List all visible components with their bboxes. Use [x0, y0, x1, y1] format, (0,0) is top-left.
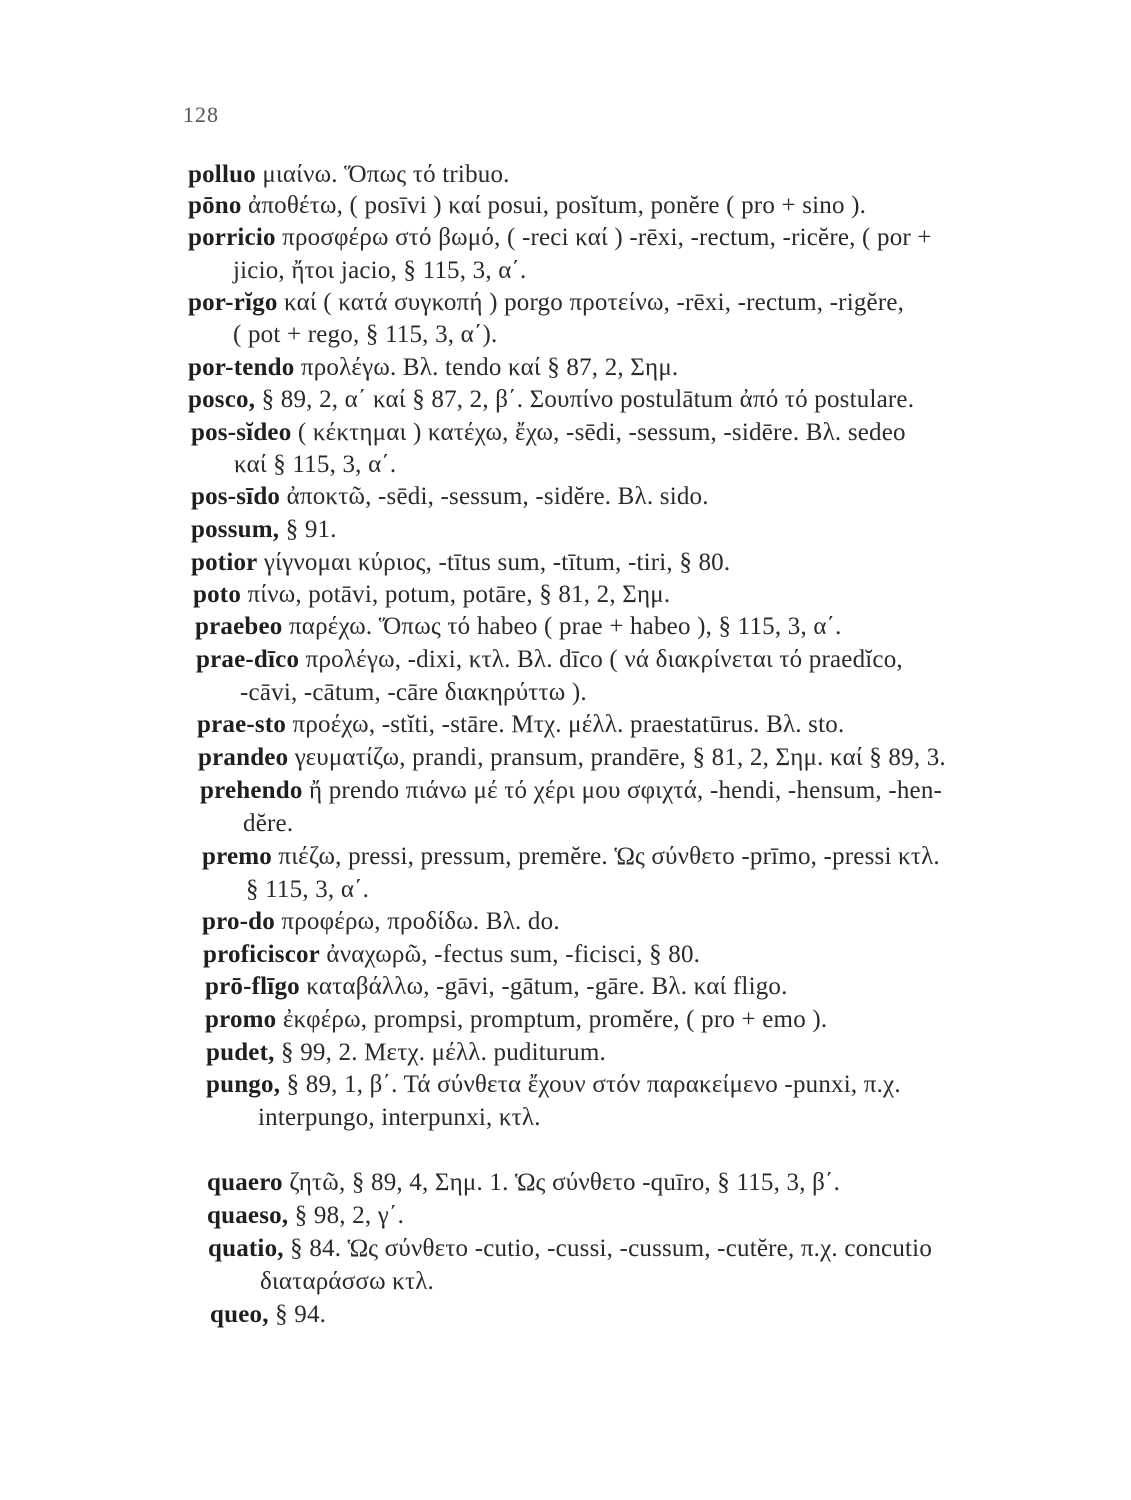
- entry-line: [210, 1300, 326, 1330]
- entry-headword: potior: [191, 549, 258, 576]
- entry-headword: pungo,: [206, 1071, 281, 1098]
- entry-text: ἐκφέρω, prompsi, promptum, promĕre, ( pro + emo ).: [276, 1006, 828, 1033]
- entry-line: [188, 385, 914, 415]
- entry-text: προλέγω. Βλ. tendo καί § 87, 2, Σημ.: [294, 354, 679, 381]
- entry-text: παρέχω. Ὅπως τό habeo ( prae + habeo ), § 115, 3, α΄.: [282, 613, 842, 640]
- entry-headword: prō-flīgo: [205, 973, 300, 1000]
- entry-line: [188, 223, 932, 253]
- entry-line: [202, 907, 560, 937]
- entry-continuation-line: [246, 875, 369, 905]
- entry-text: ἀποθέτω, ( posīvi ) καί posui, posĭtum, ponĕre ( pro + sino ).: [241, 192, 867, 219]
- entry-headword: por-tendo: [188, 354, 295, 381]
- entry-headword: prae-dīco: [196, 646, 300, 673]
- entry-headword: pos-sīdo: [191, 483, 281, 510]
- entry-headword: queo,: [210, 1301, 269, 1328]
- entry-text: καί ( κατά συγκοπή ) porgo προτείνω, -rēxi, -rectum, -rigĕre,: [277, 289, 905, 316]
- entry-headword: posco,: [188, 386, 256, 413]
- entry-text: καταβάλλω, -gāvi, -gātum, -gāre. Βλ. καί fligo.: [299, 973, 788, 1000]
- entry-line: [207, 1168, 840, 1198]
- entry-text: καί § 115, 3, α΄.: [234, 451, 397, 478]
- entry-text: ζητῶ, § 89, 4, Σημ. 1. Ὡς σύνθετο -quīro, § 115, 3, β΄.: [282, 1169, 841, 1196]
- entry-line: [208, 1234, 932, 1264]
- entry-continuation-line: [240, 678, 587, 708]
- entry-headword: pos-sĭdeo: [191, 419, 292, 446]
- entry-text: ἤ prendo πιάνω μέ τό χέρι μου σφιχτά, -hendi, -hensum, -hen-: [302, 777, 943, 804]
- entry-headword: porricio: [188, 224, 276, 251]
- entry-line: [198, 743, 946, 773]
- entry-continuation-line: [234, 450, 396, 480]
- entry-line: [206, 1038, 606, 1068]
- entry-text: προφέρω, προδίδω. Βλ. do.: [274, 908, 560, 935]
- entry-headword: proficiscor: [203, 941, 320, 968]
- entry-text: πιέζω, pressi, pressum, premĕre. Ὡς σύνθετο -prīmo, -pressi κτλ.: [271, 843, 940, 870]
- entry-continuation-line: [233, 256, 527, 286]
- entry-text: προλέγω, -dixi, κτλ. Βλ. dīco ( νά διακρίνεται τό praedĭco,: [299, 646, 903, 673]
- entry-text: γίγνομαι κύριος, -tītus sum, -tītum, -tiri, § 80.: [257, 549, 731, 576]
- entry-headword: por-rĭgo: [188, 289, 278, 316]
- entry-text: ( κέκτημαι ) κατέχω, ἔχω, -sēdi, -sessum, -sidēre. Βλ. sedeo: [291, 419, 906, 446]
- entry-line: [202, 842, 940, 872]
- entry-text: § 91.: [279, 516, 337, 543]
- entry-headword: pudet,: [206, 1039, 275, 1066]
- entry-text: μιαίνω. Ὅπως τό tribuo.: [255, 161, 510, 188]
- entry-headword: prae-sto: [197, 711, 287, 738]
- entry-text: § 84. Ὡς σύνθετο -cutio, -cussi, -cussum, -cutĕre, π.χ. concutio: [283, 1235, 933, 1262]
- entry-line: [193, 580, 670, 610]
- entry-line: [188, 353, 678, 383]
- entry-headword: quaeso,: [207, 1202, 289, 1229]
- entry-continuation-line: [233, 320, 497, 350]
- entry-text: § 98, 2, γ΄.: [288, 1202, 405, 1229]
- entry-text: § 115, 3, α΄.: [246, 876, 370, 903]
- entry-headword: praebeo: [195, 613, 283, 640]
- entry-line: [191, 548, 730, 578]
- entry-text: dĕre.: [243, 810, 294, 837]
- entry-line: [205, 972, 788, 1002]
- entry-text: γευματίζω, prandi, pransum, prandēre, § 81, 2, Σημ. καί § 89, 3.: [288, 744, 946, 771]
- entry-text: διαταράσσω κτλ.: [260, 1268, 434, 1295]
- entry-text: § 89, 2, α΄ καί § 87, 2, β΄. Σουπίνο postulātum ἀπό τό postulare.: [255, 386, 915, 413]
- entry-line: [205, 1005, 827, 1035]
- entry-headword: pōno: [188, 192, 242, 219]
- entry-line: [206, 1070, 901, 1100]
- entry-headword: poto: [193, 581, 242, 608]
- entry-headword: quatio,: [208, 1235, 284, 1262]
- entry-headword: polluo: [188, 161, 256, 188]
- entry-text: πίνω, potāvi, potum, potāre, § 81, 2, Σημ.: [241, 581, 671, 608]
- entry-continuation-line: [258, 1103, 541, 1133]
- entry-line: [196, 645, 903, 675]
- entry-text: § 89, 1, β΄. Τά σύνθετα ἔχουν στόν παρακείμενο -punxi, π.χ.: [280, 1071, 901, 1098]
- entry-line: [197, 710, 844, 740]
- entry-text: ( pot + rego, § 115, 3, α΄).: [233, 321, 498, 348]
- entry-text: προέχω, -stĭti, -stāre. Μτχ. μέλλ. praestatūrus. Βλ. sto.: [286, 711, 845, 738]
- entry-line: [188, 191, 866, 221]
- entry-line: [207, 1201, 404, 1231]
- entry-line: [203, 940, 700, 970]
- entry-headword: promo: [205, 1006, 277, 1033]
- entry-continuation-line: [243, 809, 293, 839]
- entry-headword: possum,: [191, 516, 280, 543]
- entry-text: προσφέρω στό βωμό, ( -reci καί ) -rēxi, -rectum, -ricĕre, ( por +: [275, 224, 932, 251]
- entry-headword: prehendo: [200, 777, 303, 804]
- entry-headword: pro-do: [202, 908, 275, 935]
- entry-line: [191, 482, 709, 512]
- entry-headword: quaero: [207, 1169, 283, 1196]
- entry-headword: prandeo: [198, 744, 289, 771]
- entry-line: [188, 288, 904, 318]
- entry-text: § 94.: [268, 1301, 327, 1328]
- entry-line: [191, 515, 337, 545]
- entry-line: [195, 612, 842, 642]
- entry-headword: premo: [202, 843, 272, 870]
- entry-line: [188, 160, 510, 190]
- entry-text: ἀποκτῶ, -sēdi, -sessum, -sidĕre. Βλ. sido.: [280, 483, 709, 510]
- entry-text: § 99, 2. Μετχ. μέλλ. puditurum.: [274, 1039, 606, 1066]
- entry-line: [200, 776, 942, 806]
- entry-text: -cāvi, -cātum, -cāre διακηρύττω ).: [240, 679, 587, 706]
- entry-text: jicio, ἤτοι jacio, § 115, 3, α΄.: [233, 257, 527, 284]
- entry-line: [191, 418, 906, 448]
- page-number: 128: [183, 102, 219, 127]
- entry-continuation-line: [260, 1267, 434, 1297]
- entry-text: interpungo, interpunxi, κτλ.: [258, 1104, 541, 1131]
- entry-text: ἀναχωρῶ, -fectus sum, -ficisci, § 80.: [319, 941, 701, 968]
